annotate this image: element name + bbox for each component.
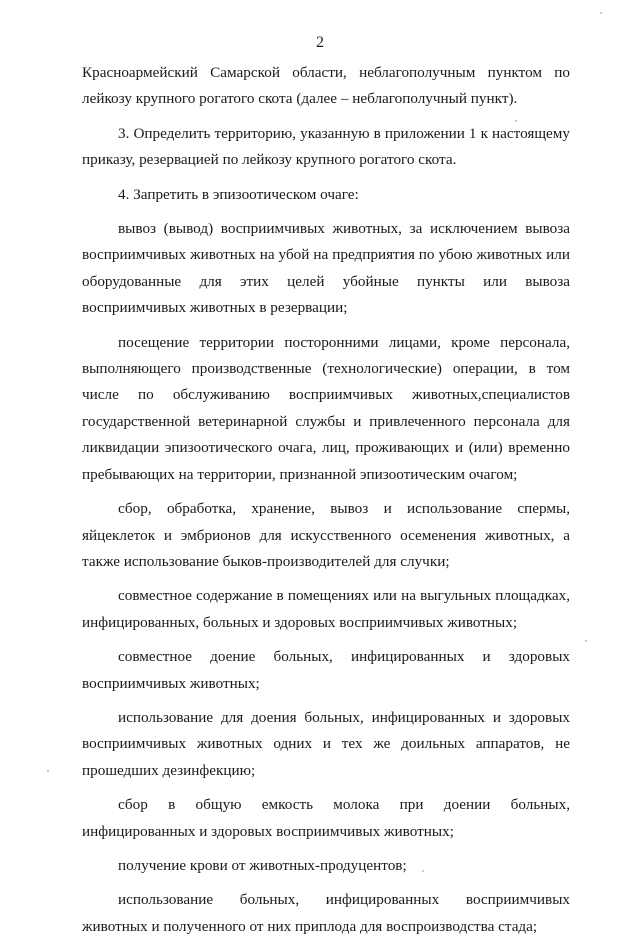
page-number: 2 xyxy=(316,34,324,51)
scan-speck xyxy=(600,12,602,14)
paragraph-item-4: 4. Запретить в эпизоотическом очаге: xyxy=(118,185,359,203)
paragraph-continuation: Красноармейский Самарской области, неблагополучным пунктом по лейкозу крупного рогатого скота (далее – неблагополучный пункт). xyxy=(82,64,570,108)
scan-speck xyxy=(515,120,517,122)
paragraph-item-3: 3. Определить территорию, указанную в приложении 1 к настоящему приказу, резервацией по лейкозу крупного рогатого скота. xyxy=(82,124,570,169)
paragraph-ban-joint-milking: совместное доение больных, инфицированных и здоровых восприимчивых животных; xyxy=(82,648,570,692)
scan-speck xyxy=(585,640,587,642)
paragraph-ban-milk-collection: сбор в общую емкость молока при доении больных, инфицированных и здоровых восприимчивых животных; xyxy=(82,796,570,840)
scan-speck xyxy=(47,770,49,772)
paragraph-ban-visits: посещение территории посторонними лицами, кроме персонала, выполняющего производственные (технологические) операции, в том числе по обслуживанию восприимчивых животных,специалистов государственной ветеринарной службы и привлеченного персонала для ликвидации эпизоотического очага, лиц, проживающих и (или) временно пребывающих на территории, признанной эпизоотическим очагом; xyxy=(82,333,570,483)
paragraph-ban-joint-keeping: совместное содержание в помещениях или на выгульных площадках, инфицированных, больных и здоровых восприимчивых животных; xyxy=(82,587,570,631)
scan-speck xyxy=(422,870,424,872)
document-body xyxy=(82,60,570,940)
paragraph-ban-milking-equipment: использование для доения больных, инфицированных и здоровых восприимчивых животных одних и тех же доильных аппаратов, не прошедших дезинфекцию; xyxy=(82,708,570,779)
paragraph-ban-sperm: сбор, обработка, хранение, вывоз и использование спермы, яйцеклеток и эмбрионов для искусственного осеменения животных, а также использование быков-производителей для случки; xyxy=(82,500,570,570)
paragraph-ban-export: вывоз (вывод) восприимчивых животных, за исключением вывоза восприимчивых животных на убой на предприятия по убою животных или оборудованные для этих целей убойные пункты или вывоза восприимчивых животных в резервации; xyxy=(82,220,570,317)
paragraph-ban-reproduction: использование больных, инфицированных восприимчивых животных и полученного от них приплода для воспроизводства стада; xyxy=(82,891,570,935)
paragraph-ban-blood: получение крови от животных-продуцентов; xyxy=(118,856,407,874)
